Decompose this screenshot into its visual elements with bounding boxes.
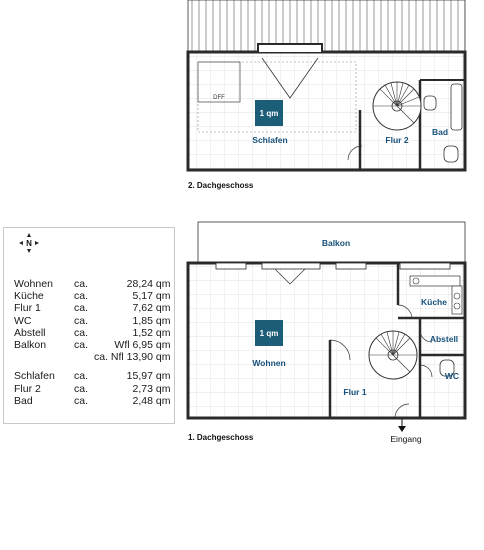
area-approx: ca. bbox=[74, 394, 89, 407]
area-value: 5,17 qm bbox=[132, 290, 171, 303]
room-label-kueche: Küche bbox=[421, 297, 447, 307]
lower-qm-marker-label: 1 qm bbox=[259, 329, 279, 338]
room-label-flur2: Flur 2 bbox=[385, 135, 409, 145]
area-room-name bbox=[14, 351, 74, 363]
area-row bbox=[14, 315, 170, 327]
upper-floor-plan bbox=[188, 0, 465, 190]
area-room-name: Flur 1 bbox=[14, 302, 41, 315]
area-room-name: WC bbox=[14, 314, 32, 327]
lower-floor-caption: 1. Dachgeschoss bbox=[188, 433, 254, 442]
room-label-flur1: Flur 1 bbox=[343, 387, 367, 397]
upper-outer-walls bbox=[188, 52, 465, 170]
area-row bbox=[14, 370, 170, 382]
room-label-balkon: Balkon bbox=[321, 238, 351, 248]
area-value: Wfl 6,95 qm bbox=[114, 339, 171, 352]
compass-label: N bbox=[26, 239, 32, 248]
area-approx: ca. bbox=[74, 370, 89, 383]
area-approx: ca. bbox=[74, 290, 89, 303]
room-label-wohnen: Wohnen bbox=[252, 358, 286, 368]
area-row bbox=[14, 302, 170, 314]
area-row bbox=[14, 383, 170, 395]
roof-window-label: DFF bbox=[213, 95, 225, 101]
area-row bbox=[14, 339, 170, 351]
area-approx: ca. bbox=[74, 382, 89, 395]
room-label-abstell: Abstell bbox=[429, 334, 459, 344]
area-room-name: Abstell bbox=[14, 326, 46, 339]
area-row bbox=[14, 290, 170, 302]
area-approx: ca. bbox=[74, 302, 89, 315]
area-row bbox=[14, 327, 170, 339]
bathtub bbox=[451, 84, 462, 130]
kitchen-counter bbox=[410, 276, 460, 286]
area-room-name: Schlafen bbox=[14, 370, 55, 383]
area-value: 15,97 qm bbox=[126, 370, 171, 383]
upper-floor-caption: 2. Dachgeschoss bbox=[188, 181, 254, 190]
lower-floor-plan bbox=[188, 222, 465, 444]
roof-slope bbox=[188, 0, 465, 52]
room-label-schlafen: Schlafen bbox=[252, 135, 288, 145]
area-value: 28,24 qm bbox=[126, 278, 171, 290]
entrance-arrow-icon bbox=[398, 426, 406, 432]
area-table bbox=[14, 278, 170, 407]
area-approx: ca. bbox=[74, 278, 89, 290]
area-room-name: Küche bbox=[14, 290, 44, 303]
area-value: 7,62 qm bbox=[132, 302, 171, 315]
lower-spiral-staircase bbox=[369, 331, 417, 379]
area-row bbox=[14, 351, 170, 363]
room-label-wc: WC bbox=[444, 371, 460, 381]
area-approx: ca. bbox=[74, 326, 89, 339]
area-value: 1,52 qm bbox=[132, 326, 171, 339]
area-room-name: Balkon bbox=[14, 339, 47, 352]
area-row bbox=[14, 278, 170, 290]
toilet bbox=[444, 146, 458, 162]
washbasin bbox=[424, 96, 436, 110]
table-spacer bbox=[14, 363, 170, 370]
area-room-name: Bad bbox=[14, 394, 33, 407]
area-row bbox=[14, 395, 170, 407]
area-value: 2,48 qm bbox=[132, 394, 171, 407]
area-approx bbox=[74, 351, 94, 363]
upper-qm-marker-label: 1 qm bbox=[259, 109, 279, 118]
area-value: ca. Nfl 13,90 qm bbox=[94, 351, 171, 364]
dormer bbox=[258, 44, 322, 52]
room-label-bad: Bad bbox=[431, 127, 449, 137]
area-room-name: Flur 2 bbox=[14, 382, 41, 395]
area-approx: ca. bbox=[74, 314, 89, 327]
area-value: 1,85 qm bbox=[132, 314, 171, 327]
area-approx: ca. bbox=[74, 339, 89, 352]
upper-spiral-staircase bbox=[373, 82, 421, 130]
area-value: 2,73 qm bbox=[132, 382, 171, 395]
area-room-name: Wohnen bbox=[14, 278, 53, 290]
entrance-label: Eingang bbox=[390, 434, 422, 444]
north-compass bbox=[14, 232, 44, 254]
compass-icon bbox=[14, 232, 44, 254]
